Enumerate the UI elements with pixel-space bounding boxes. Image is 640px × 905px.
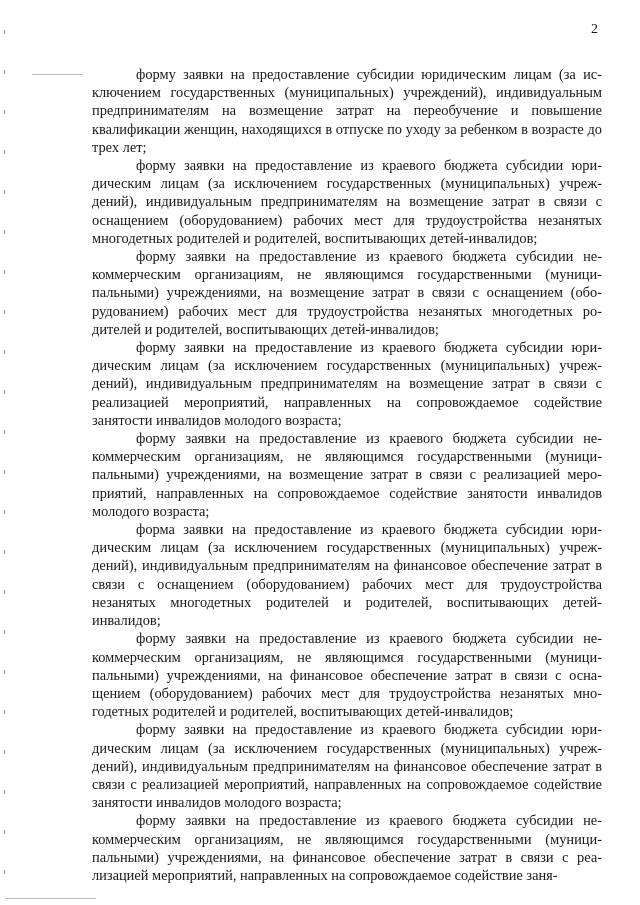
- paragraph: форму заявки на предоставление из краевого бюджета субсидии некоммерческим организациям, не являющимся государственными (муниципальными) учреждениями, на возмещение затрат в связи с оснащением (оборудованием) рабочих мест для трудоустройства незанятых многодетных родителей и родителей, воспитывающих детей-инвалидов;: [92, 249, 602, 338]
- paragraph: форма заявки на предоставление из краевого бюджета субсидии юридическим лицам (за исключением государственных (муниципальных) учреждений), индивидуальным предпринимателям на финансовое обеспечение затрат в связи с оснащением (оборудованием) рабочих мест для трудоустройства незанятых многодетных родителей и родителей, воспитывающих детей-инвалидов;: [92, 522, 602, 630]
- page-number: 2: [591, 22, 598, 37]
- paragraph: форму заявки на предоставление из краевого бюджета субсидии некоммерческим организациям, не являющимся государственными (муниципальными) учреждениями, на финансовое обеспечение затрат в связи с оснащением (оборудованием) рабочих мест для трудоустройства незанятых многодетных родителей и родителей, воспитывающих детей-инвалидов;: [92, 631, 602, 721]
- paragraph: форму заявки на предоставление из краевого бюджета субсидии юридическим лицам (за исключением государственных (муниципальных) учреждений), индивидуальным предпринимателям на финансовое обеспечение затрат в связи с реализацией мероприятий, направленных на сопровождаемое содействие занятости инвалидов молодого возраста;: [92, 722, 602, 812]
- scan-artifact-top: [32, 74, 82, 75]
- paragraph: форму заявки на предоставление из краевого бюджета субсидии юридическим лицам (за исключением государственных (муниципальных) учреждений), индивидуальным предпринимателям на возмещение затрат в связи с оснащением (оборудованием) рабочих мест для трудоустройства незанятых многодетных родителей и родителей, воспитывающих детей-инвалидов;: [92, 158, 602, 247]
- scan-artifact-left-edge: [4, 30, 5, 890]
- paragraph: форму заявки на предоставление субсидии юридическим лицам (за исключением государственных (муниципальных) учреждений), индивидуальным предпринимателям на возмещение затрат на переобучение и повышение квалификации женщин, находящихся в отпуске по уходу за ребенком в возрасте до трех лет;: [92, 67, 602, 156]
- document-body: [92, 66, 602, 885]
- paragraph: форму заявки на предоставление из краевого бюджета субсидии юридическим лицам (за исключением государственных (муниципальных) учреждений), индивидуальным предпринимателям на возмещение затрат в связи с реализацией мероприятий, направленных на сопровождаемое содействие занятости инвалидов молодого возраста;: [92, 340, 602, 429]
- paragraph: форму заявки на предоставление из краевого бюджета субсидии некоммерческим организациям, не являющимся государственными (муниципальными) учреждениями, на финансовое обеспечение затрат в связи с реализацией мероприятий, направленных на сопровождаемое содействие заня-: [92, 813, 602, 884]
- scan-artifact-bottom: [6, 898, 96, 899]
- paragraph: форму заявки на предоставление из краевого бюджета субсидии некоммерческим организациям, не являющимся государственными (муниципальными) учреждениями, на возмещение затрат в связи с реализацией мероприятий, направленных на сопровождаемое содействие занятости инвалидов молодого возраста;: [92, 431, 602, 520]
